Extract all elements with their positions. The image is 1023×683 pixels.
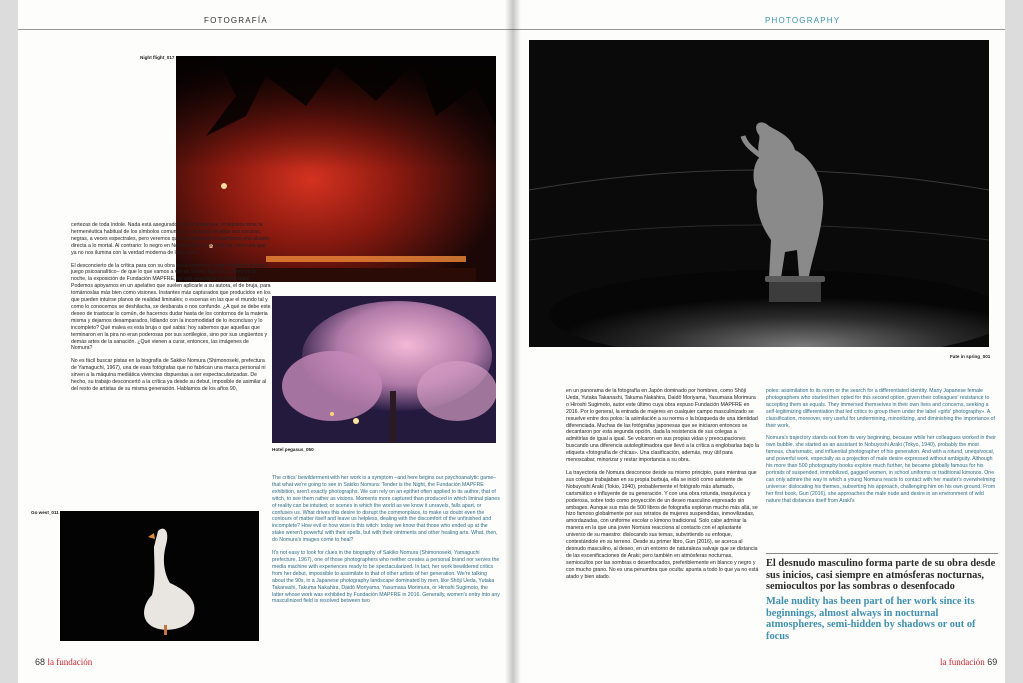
photo-caption: Night flight_017 bbox=[140, 55, 175, 60]
page-number: 68 bbox=[35, 657, 46, 667]
pullquote-en: Male nudity has been part of her work since its beginnings, almost always in nocturnal atmospheres, semi-hidden by shadows or out of focus bbox=[766, 596, 976, 642]
article-paragraph: en un panorama de la fotografía en Japón dominado por hombres, como Shōji Ueda, Yutaka Takanashi, Takuma Nakahira, Daidō Moriyama, Yasumasa Morimura o Hiroshi Sugimoto, autor este último cuya obra expuso Fundación MAPFRE en 2016. Por lo general, la entrada de mujeres en cualquier campo masculinizado se resuelve entre dos polos: la asimilación a su norma o la búsqueda de una identidad diferenciada. Muchas de las fotógrafas japonesas que se iniciaron entonces se decantaron por esta segunda opción, dada la resistencia de sus colegas a admitirlas de igual a igual. Se volcaron en sus propias vidas y preocupaciones buscando una diferencia autolegitimadora que llevó a la crítica a englobarlas bajo la etiqueta «fotografía de chicas». Una clasificación, además, muy útil para menoscabar, minorizar y restar importancia a su obra. bbox=[566, 388, 759, 464]
article-paragraph: certezas de toda índole. Nada está asegurado en sus imágenes, ni siquiera sirve la hermenéutica habitual de los símbolos comunes. Sí, muchas de ellas son oscuras, negras, a veces espectrales, pero veremos que no funcionan si asumimos una alusión directa a lo mortal. Al contrario: lo negro en Nomura abre paso a la luz, pero una que ya no nos ilumina con la verdad moderna de las cosas. bbox=[71, 222, 270, 256]
photo-caption: Fate in spring_001 bbox=[950, 354, 991, 359]
magazine-name: la fundación bbox=[47, 657, 93, 667]
photo-go-west bbox=[60, 511, 259, 641]
right-page bbox=[513, 0, 1005, 683]
photo-go-west-art bbox=[60, 511, 259, 641]
magazine-name: la fundación bbox=[940, 657, 985, 667]
photo-caption: Go west_011 bbox=[31, 510, 59, 515]
article-column-en-right bbox=[766, 388, 998, 511]
section-header: FOTOGRAFÍA bbox=[204, 16, 268, 25]
pullquote-es: El desnudo masculino forma parte de su obra desde sus inicios, casi siempre en atmósferas nocturnas, semiocultos por las sombras o desenfocado bbox=[766, 558, 996, 592]
page-footer bbox=[35, 657, 92, 667]
header-rule bbox=[513, 29, 1005, 30]
article-paragraph: The critics' bewilderment with her work is a symptom –and here begins our psychoanalytic game– that what we're going to see in Sakiko Nomura: Tender is the Night, the Fundación MAPFRE exhibition, aren't exactly photographs. We can rely on an epithet often applied to its author, that of witch, to see them rather as visions. Moments more captured than produced in which liminal planes of reality can be intuited; or scenes in which the world as we know it unravels, falls apart, or confuses us. What drives this desire to disrupt the commonplace, to make us doubt even the contours of matter itself and leave us helpless, dealing with the discomfort of the unfinished and incomplete? How evil or how wise is this witch: today we know that those who ended up at the stake weren't powerful with their spells, but with their ointments and other healing arts. What, then, do Nomura's images come to heal? bbox=[272, 475, 500, 544]
page-number: 69 bbox=[987, 657, 998, 667]
article-paragraph: El desconcierto de la crítica para con su obra es un síntoma –y aquí empieza nuestro juego psicoanalítico– de que lo que vamos a ver en Sakiko Nomura. Tierno es la noche, la exposición de Fundación MAPFRE, no son exactamente fotografías. Podemos apoyarnos en un apelativo que suelen aplicarle a su autora, el de bruja, para tomárnoslas más bien como visiones. Instantes más capturados que producidos en los que pueden intuirse planos de realidad liminales; o escenas en las que el mundo tal y como lo conocemos se deshilacha, se desbarata o nos confunde. ¿A qué se debe este deseo de trastocar lo común, de hacernos dudar hasta de los contornos de la materia misma y dejarnos desamparados, lidiando con la incomodidad de lo inconcluso y lo incompleto? Qué malea es esta bruja o qué sabia: hoy sabemos que aquellas que terminaron en la pira no eran poderosas por sus sortilegios, sino por sus ungüentos y demás artes de la sanación. ¿Qué vienen a curar, entonces, las imágenes de Nomura? bbox=[71, 262, 271, 352]
photo-fate-in-spring-art bbox=[529, 40, 989, 347]
article-paragraph: It's not easy to look for clues in the biography of Sakiko Nomura (Shimonoseki, Yamaguchi prefecture, 1967), one of those photographers who neither creates a personal brand nor serves the media machine with experiences ready to be spectacularized. In fact, her work bewildered critics from her debut, impossible to assimilate to that of other artists of her generation. We're talking about the 90s, in a Japanese photography landscape dominated by men, like Shōji Ueda, Yutaka Takanashi, Takuma Nakahira, Daidō Moriyama, Yasumasa Morimura, or Hiroshi Sugimoto, the latter whose work was exhibited by Fundación MAPFRE in 2016. Generally, women's entry into any masculinized field is resolved between two bbox=[272, 550, 500, 605]
photo-hotel-pegasus-art bbox=[272, 296, 496, 443]
header-rule bbox=[18, 29, 513, 30]
article-column-en-left bbox=[272, 475, 500, 611]
photo-hotel-pegasus bbox=[272, 296, 496, 443]
article-paragraph: No es fácil buscar pistas en la biografía de Sakiko Nomura (Shimonoseki, prefectura de Yamaguchi, 1967), una de esas fotógrafas que no fabrican una marca personal ni sirven a la máquina mediática vivencias dispuestas a ser espectacularizadas. De hecho, su trabajo desconcertó a la crítica ya desde su debut, imposible de asimilar al del resto de artistas de su misma generación. Hablamos de los años 90, bbox=[71, 358, 267, 392]
article-paragraph: Nomura's trajectory stands out from its very beginning, because while her colleagues worked in their own bubble, she started as an assistant to Nobuyoshi Araki (Tokyo, 1940), probably the most famous, charismatic, and influential photographer of his generation. And with a rotund, unequivocal, and powerful work, especially as a projection of male desire expressed without ambiguity. Although his more than 500 photography books explore much further, he became globally famous for his portraits of suspended, immobilized, gagged women, in school uniforms or traditional kimonos. One can only admire the way in which a young Nomura reacts to contact with her master's overwhelming universe: dislocating his themes, subverting his approach, challenging him on his own ground. From her first book, Gun (2016), she approaches the male nude and desire in an environment of wild nature that distances itself from Araki's bbox=[766, 435, 996, 504]
page-footer bbox=[940, 657, 997, 667]
section-header: PHOTOGRAPHY bbox=[765, 16, 841, 25]
photo-caption: Hotel pegasus_050 bbox=[272, 447, 314, 452]
article-column-es-right bbox=[566, 388, 760, 586]
left-page bbox=[18, 0, 513, 683]
article-column-es-left bbox=[71, 222, 271, 399]
photo-fate-in-spring bbox=[529, 40, 989, 347]
article-paragraph: poles: assimilation to its norm or the search for a differentiated identity. Many Japanese female photographers who started then opted for this second option, given their colleagues' resistance to accepting them as equals. They immersed themselves in their own lives and concerns, seeking a self-legitimizing differentiation that led critics to group them under the label «girls' photography». A classification, moreover, very useful for undermining, minoritizing, and diminishing the importance of their work. bbox=[766, 388, 995, 429]
pullquote-rule bbox=[766, 553, 998, 554]
article-paragraph: La trayectoria de Nomura desconoce desde su mismo principio, pues mientras que sus colegas trabajaban en su propia burbuja, ella se inició como asistente de Nobuyoshi Araki (Tokio, 1940), probablemente el fotógrafo más afamado, carismático e influyente de su generación. Y con una obra rotunda, inequívoca y poderosa, sobre todo como proyección de un deseo masculino expresado sin ambages. Aunque sus más de 500 libros de fotografía exploran mucho más allá, se hizo famoso globalmente por sus retratos de mujeres suspendidas, inmovilizadas, amordazadas, con uniforme escolar o kimono tradicional. Solo cabe admirar la manera en la que una joven Nomura reacciona al contacto con el aplastante universo de su maestro: dislocando sus temas, subvirtiendo su enfoque, contestándole en su terreno. Desde su primer libro, Gun (2016), se acerca al desnudo masculino, al deseo, en un entorno de naturaleza salvaje que se distancia de las escenificaciones de Araki; pero también en atmósferas nocturnas, semiocultos por las sombras o desenfocados, preferiblemente en blanco y negro y con mucho grano. No es una penumbra que oculta: apunta a todo lo que ya no está atado y bien atado. bbox=[566, 469, 759, 580]
